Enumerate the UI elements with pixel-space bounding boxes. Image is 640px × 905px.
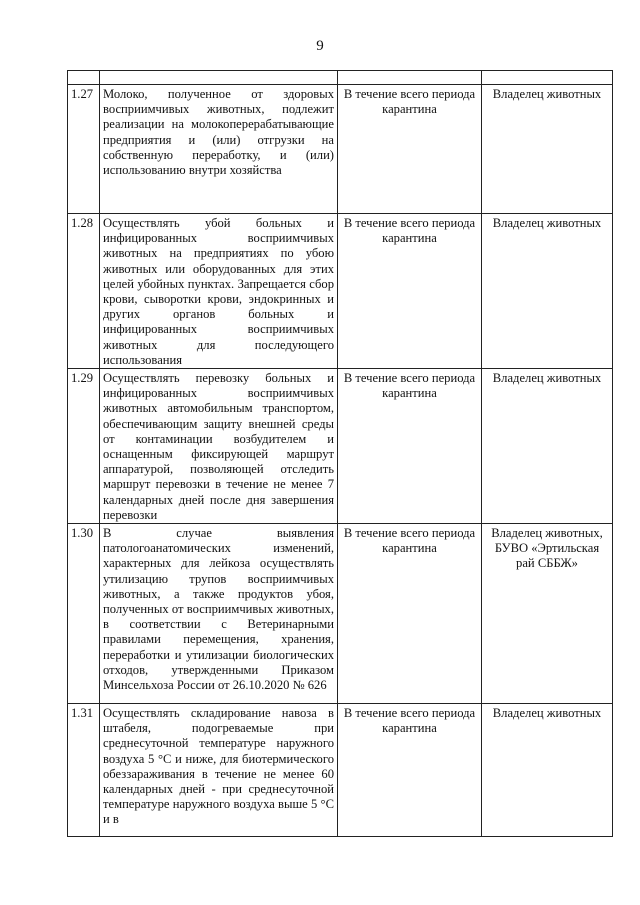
row-number: 1.27 (68, 85, 100, 214)
header-cell-term (338, 71, 482, 85)
page-number: 9 (316, 38, 324, 54)
row-responsible: Владелец животных (482, 214, 613, 369)
table-header-row (68, 71, 613, 85)
table-row (68, 704, 613, 837)
row-responsible: Владелец животных (482, 704, 613, 837)
header-cell-num (68, 71, 100, 85)
row-measure: В случае выявления патологоанатомических изменений, характерных для лейкоза осуществлять утилизацию трупов восприимчивых животных, а также продуктов убоя, полученных от восприимчивых животных, в соответствии с Ветеринарными правилами перемещения, хранения, переработки и утилизации биологических отходов, утвержденными Приказом Минсельхоза России от 26.10.2020 № 626 (100, 524, 338, 704)
row-responsible: Владелец животных (482, 85, 613, 214)
table-row (68, 214, 613, 369)
row-responsible: Владелец животных (482, 369, 613, 524)
row-term: В течение всего периода карантина (338, 704, 482, 837)
table-row (68, 524, 613, 704)
row-term: В течение всего периода карантина (338, 85, 482, 214)
row-number: 1.30 (68, 524, 100, 704)
header-cell-responsible (482, 71, 613, 85)
row-number: 1.28 (68, 214, 100, 369)
row-number: 1.31 (68, 704, 100, 837)
quarantine-measures-table (67, 70, 613, 837)
row-number: 1.29 (68, 369, 100, 524)
row-measure: Осуществлять убой больных и инфицированных восприимчивых животных на предприятиях по убою животных или оборудованных для этих целей убойных пунктах. Запрещается сбор крови, сыворотки крови, эндокринных и других органов больных и инфицированных восприимчивых животных для последующего использования (100, 214, 338, 369)
table-row (68, 369, 613, 524)
row-measure: Осуществлять складирование навоза в штабеля, подогреваемые при среднесуточной температуре наружного воздуха 5 °С и ниже, для биотермического обеззараживания в течение не менее 60 календарных дней - при среднесуточной температуре наружного воздуха выше 5 °С и в (100, 704, 338, 837)
row-responsible: Владелец животных, БУВО «Эртильская рай СББЖ» (482, 524, 613, 704)
row-measure: Осуществлять перевозку больных и инфицированных восприимчивых животных автомобильным транспортом, обеспечивающим защиту внешней среды от контаминации возбудителем и оснащенным фиксирующей маршрут аппаратурой, позволяющей отследить маршрут перевозки в течение не менее 7 календарных дней после дня завершения перевозки (100, 369, 338, 524)
row-term: В течение всего периода карантина (338, 214, 482, 369)
row-term: В течение всего периода карантина (338, 369, 482, 524)
row-measure: Молоко, полученное от здоровых восприимчивых животных, подлежит реализации на молокоперерабатывающие предприятия и (или) отгрузки на собственную переработку, и (или) использованию внутри хозяйства (100, 85, 338, 214)
header-cell-measure (100, 71, 338, 85)
row-term: В течение всего периода карантина (338, 524, 482, 704)
table-row (68, 85, 613, 214)
